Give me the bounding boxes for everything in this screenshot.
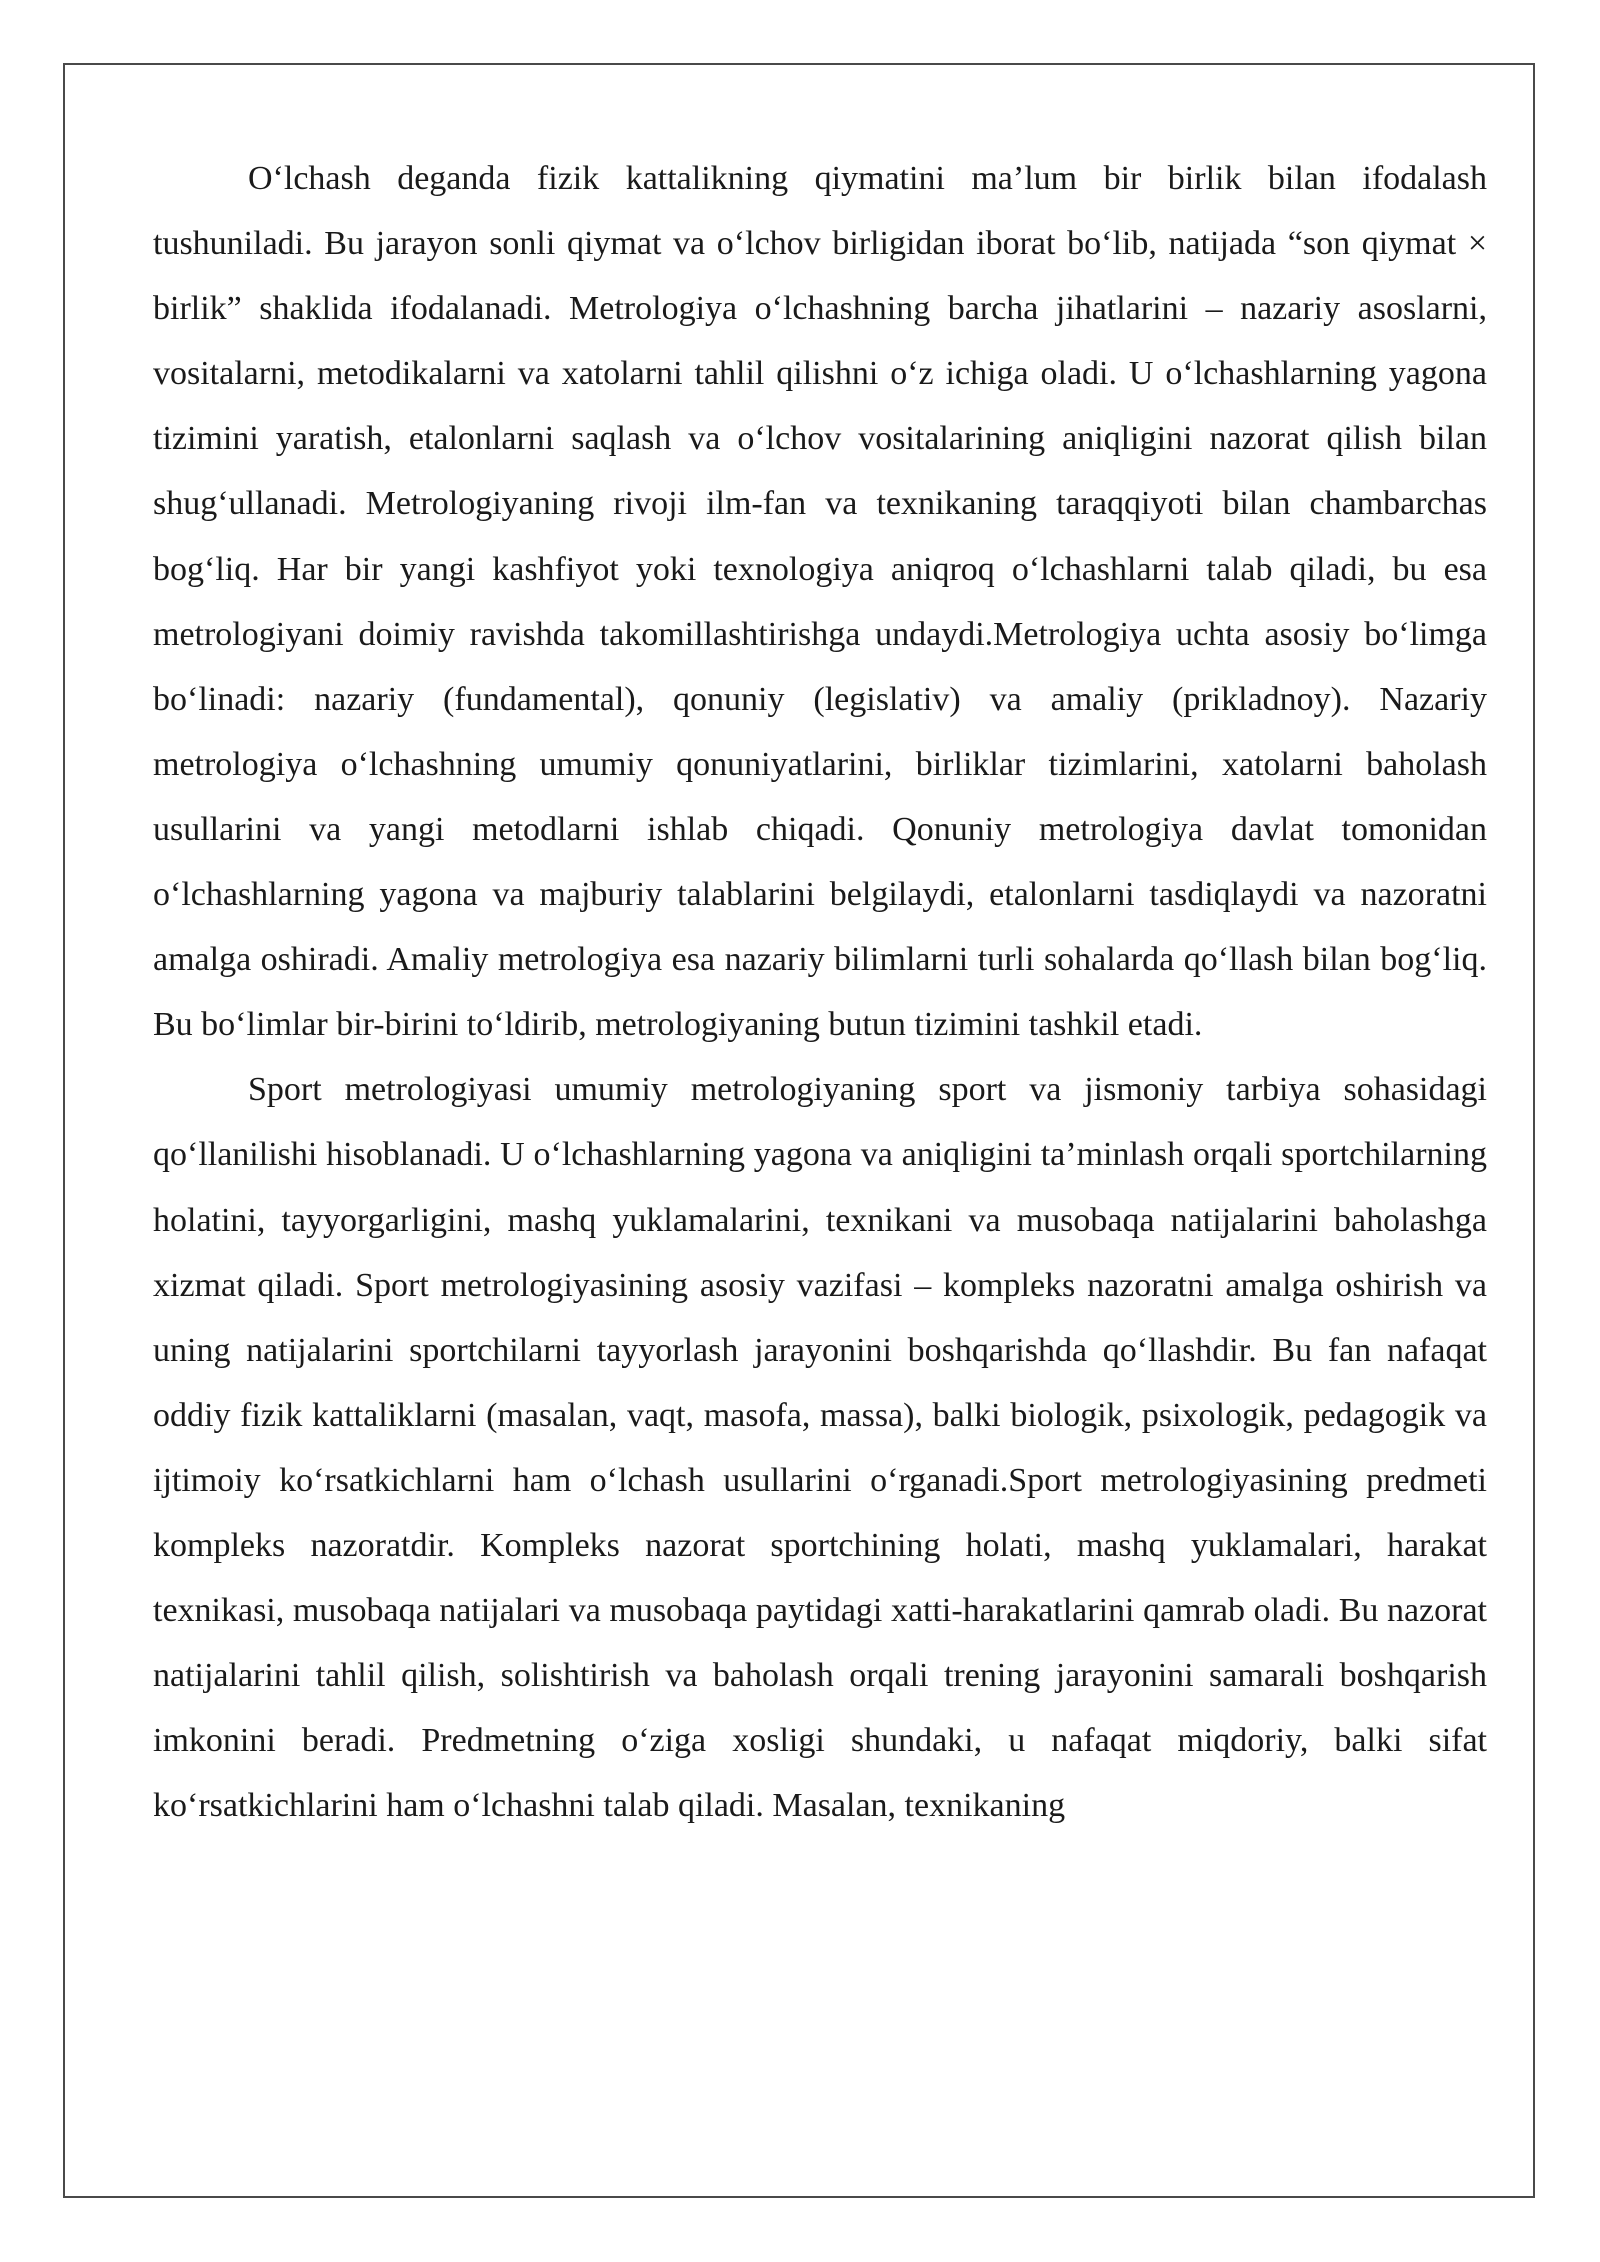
paragraph-sport-metrology: Sport metrologiyasi umumiy metrologiyaning sport va jismoniy tarbiya sohasidagi qo‘llanilishi hisoblanadi. U o‘lchashlarning yagona va aniqligini ta’minlash orqali sportchilarning holatini, tayyorgarligini, mashq yuklamalarini, texnikani va musobaqa natijalarini baholashga xizmat qiladi. Sport metrologiyasining asosiy vazifasi – kompleks nazoratni amalga oshirish va uning natijalarini sportchilarni tayyorlash jarayonini boshqarishda qo‘llashdir. Bu fan nafaqat oddiy fizik kattaliklarni (masalan, vaqt, masofa, massa), balki biologik, psixologik, pedagogik va ijtimoiy ko‘rsatkichlarni ham o‘lchash usullarini o‘rganadi.Sport metrologiyasining predmeti kompleks nazoratdir. Kompleks nazorat sportchining holati, mashq yuklamalari, harakat texnikasi, musobaqa natijalari va musobaqa paytidagi xatti-harakatlarini qamrab oladi. Bu nazorat natijalarini tahlil qilish, solishtirish va baholash orqali trening jarayonini samarali boshqarish imkonini beradi. Predmetning o‘ziga xosligi shundaki, u nafaqat miqdoriy, balki sifat ko‘rsatkichlarini ham o‘lchashni talab qiladi. Masalan, texnikaning (153, 1071, 1487, 1825)
paragraph-measurement-metrology: O‘lchash deganda fizik kattalikning qiymatini ma’lum bir birlik bilan ifodalash tushuniladi. Bu jarayon sonli qiymat va o‘lchov birligidan iborat bo‘lib, natijada “son qiymat × birlik” shaklida ifodalanadi. Metrologiya o‘lchashning barcha jihatlarini – nazariy asoslarni, vositalarni, metodikalarni va xatolarni tahlil qilishni o‘z ichiga oladi. U o‘lchashlarning yagona tizimini yaratish, etalonlarni saqlash va o‘lchov vositalarining aniqligini nazorat qilish bilan shug‘ullanadi. Metrologiyaning rivoji ilm-fan va texnikaning taraqqiyoti bilan chambarchas bog‘liq. Har bir yangi kashfiyot yoki texnologiya aniqroq o‘lchashlarni talab qiladi, bu esa metrologiyani doimiy ravishda takomillashtirishga undaydi.Metrologiya uchta asosiy bo‘limga bo‘linadi: nazariy (fundamental), qonuniy (legislativ) va amaliy (prikladnoy). Nazariy metrologiya o‘lchashning umumiy qonuniyatlarini, birliklar tizimlarini, xatolarni baholash usullarini va yangi metodlarni ishlab chiqadi. Qonuniy metrologiya davlat tomonidan o‘lchashlarning yagona va majburiy talablarini belgilaydi, etalonlarni tasdiqlaydi va nazoratni amalga oshiradi. Amaliy metrologiya esa nazariy bilimlarni turli sohalarda qo‘llash bilan bog‘liq. Bu bo‘limlar bir-birini to‘ldirib, metrologiyaning butun tizimini tashkil etadi. (153, 160, 1487, 1044)
document-body (153, 146, 1487, 1838)
